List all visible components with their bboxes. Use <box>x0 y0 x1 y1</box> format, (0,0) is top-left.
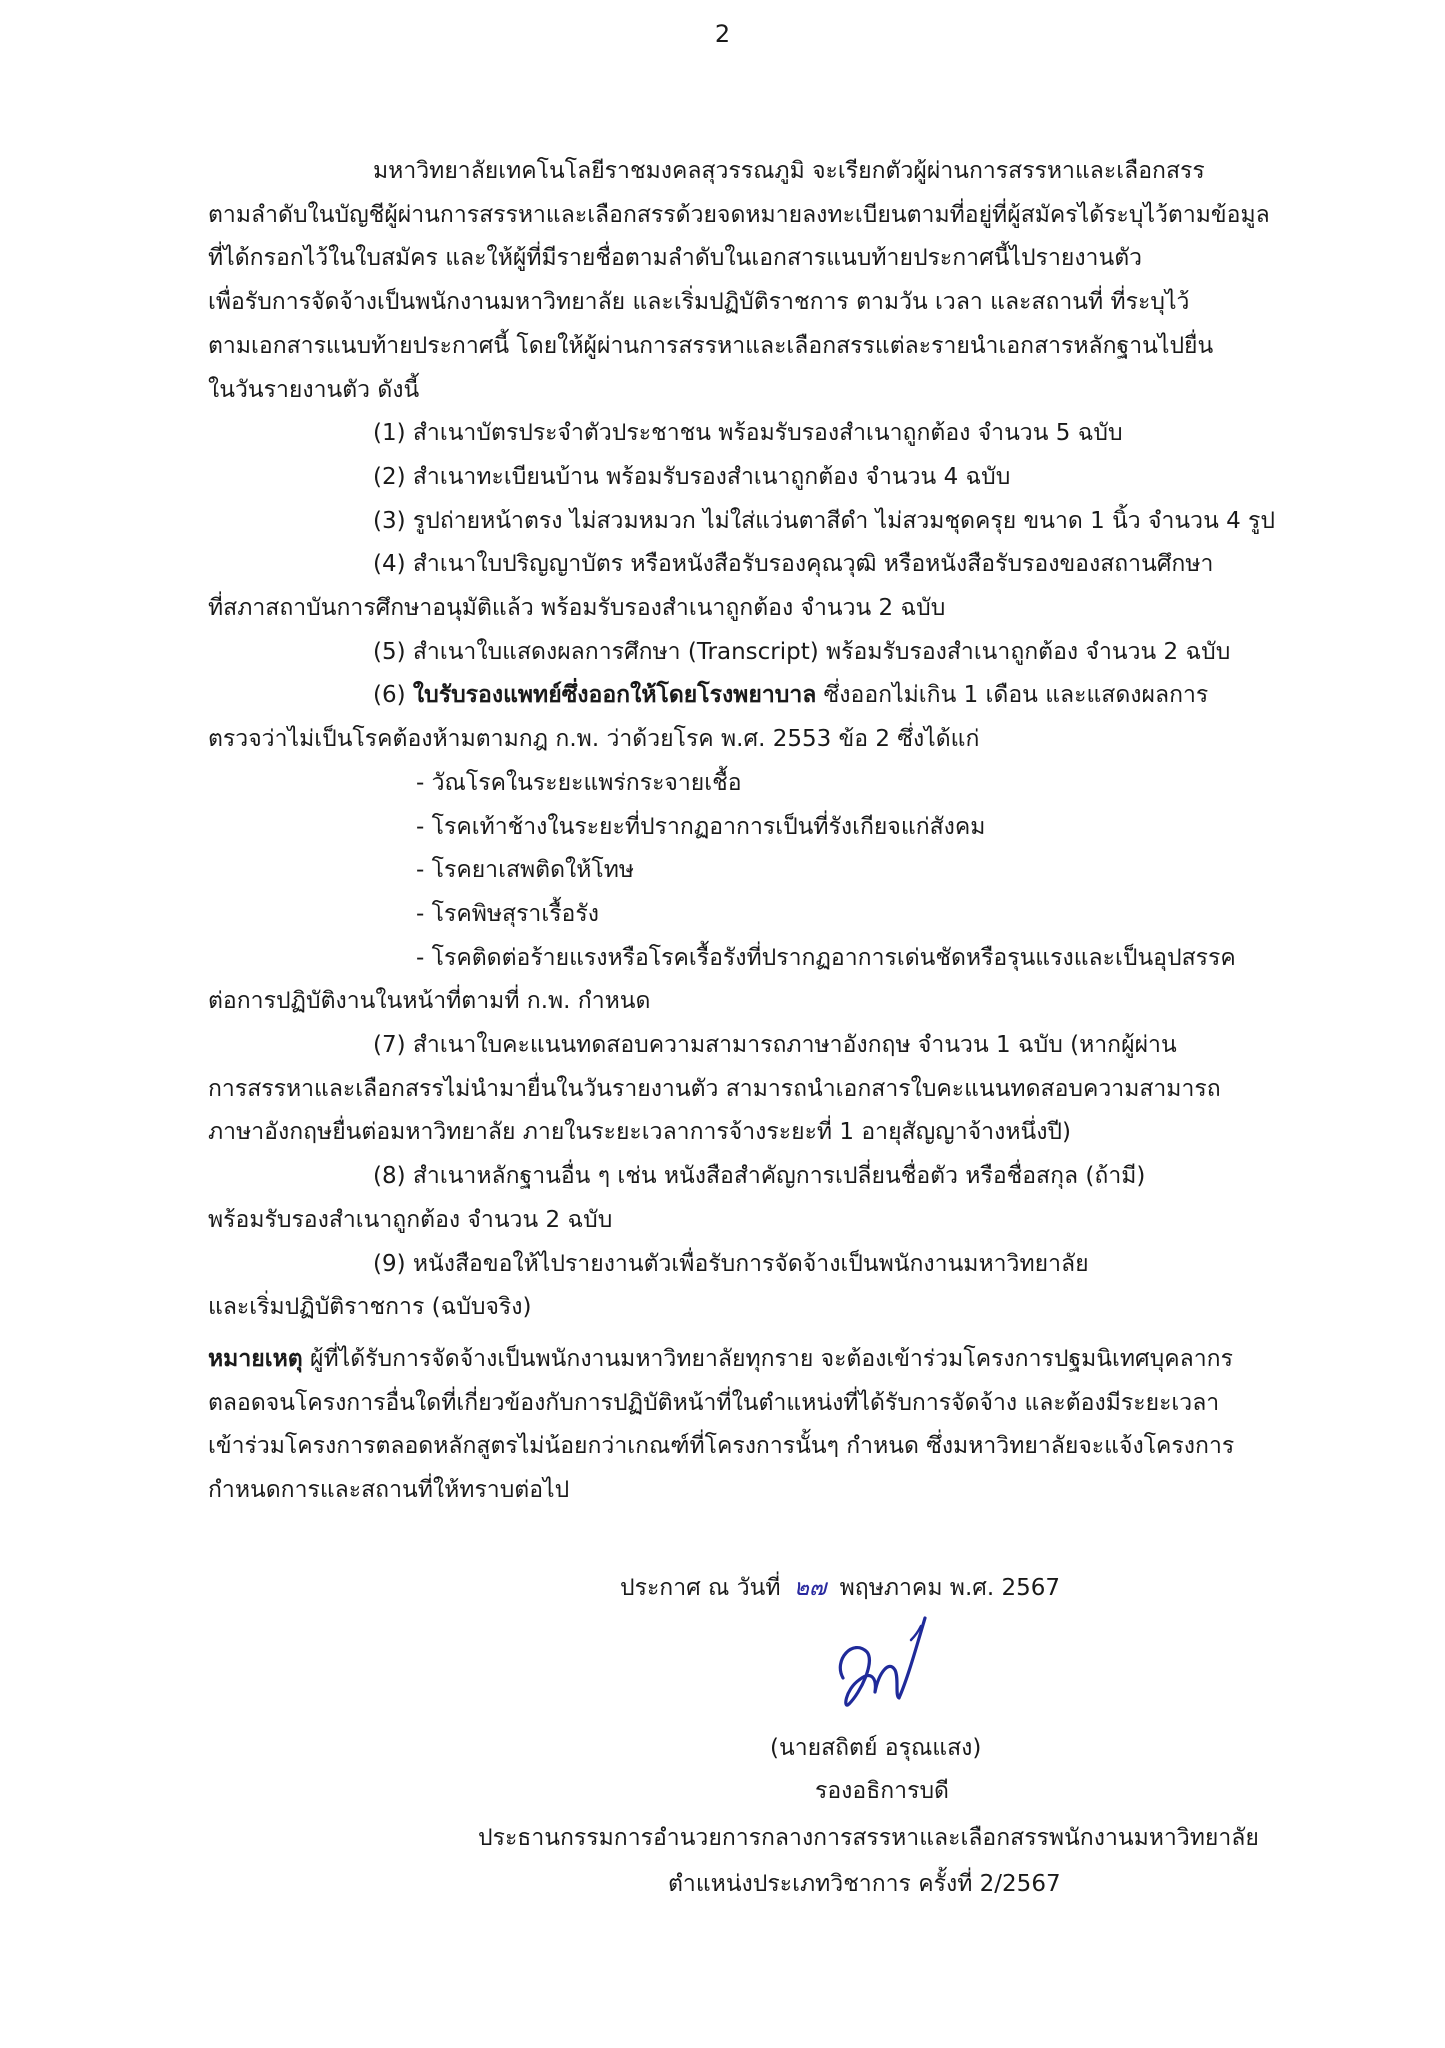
paragraph-line: ในวันรายงานตัว ดังนี้ <box>208 376 420 403</box>
list-item-9-continuation: และเริ่มปฏิบัติราชการ (ฉบับจริง) <box>208 1294 532 1321</box>
announcement-prefix: ประกาศ ณ วันที่ <box>620 1575 781 1601</box>
signer-committee-round: ตำแหน่งประเภทวิชาการ ครั้งที่ 2/2567 <box>668 1871 1061 1897</box>
list-item-4: (4) สำเนาใบปริญญาบัตร หรือหนังสือรับรองคุณวุฒิ หรือหนังสือรับรองของสถานศึกษา <box>373 551 1214 578</box>
note-line: เข้าร่วมโครงการตลอดหลักสูตรไม่น้อยกว่าเกณฑ์ที่โครงการนั้นๆ กำหนด ซึ่งมหาวิทยาลัยจะแจ้งโครงการ <box>208 1433 1235 1460</box>
paragraph-line: มหาวิทยาลัยเทคโนโลยีราชมงคลสุวรรณภูมิ จะเรียกตัวผู้ผ่านการสรรหาและเลือกสรร <box>373 158 1205 184</box>
list-item-6-prefix: (6) <box>373 682 413 709</box>
list-item-7: (7) สำเนาใบคะแนนทดสอบความสามารถภาษาอังกฤษ จำนวน 1 ฉบับ (หากผู้ผ่าน <box>373 1032 1177 1059</box>
list-item-8: (8) สำเนาหลักฐานอื่น ๆ เช่น หนังสือสำคัญการเปลี่ยนชื่อตัว หรือชื่อสกุล (ถ้ามี) <box>373 1163 1146 1190</box>
announcement-month-year: พฤษภาคม พ.ศ. 2567 <box>839 1575 1061 1601</box>
list-item-8-continuation: พร้อมรับรองสำเนาถูกต้อง จำนวน 2 ฉบับ <box>208 1206 613 1233</box>
signer-committee-role: ประธานกรรมการอำนวยการกลางการสรรหาและเลือกสรรพนักงานมหาวิทยาลัย <box>478 1825 1259 1851</box>
disease-item: - วัณโรคในระยะแพร่กระจายเชื้อ <box>416 769 742 796</box>
paragraph-line: ตามลำดับในบัญชีผู้ผ่านการสรรหาและเลือกสรรด้วยจดหมายลงทะเบียนตามที่อยู่ที่ผู้สมัครได้ระบุไว้ตามข้อมูล <box>208 201 1270 228</box>
disease-item: - โรคพิษสุราเรื้อรัง <box>416 900 599 927</box>
disease-item: - โรคยาเสพติดให้โทษ <box>416 857 635 884</box>
disease-item: - โรคติดต่อร้ายแรงหรือโรคเรื้อรังที่ปรากฏอาการเด่นชัดหรือรุนแรงและเป็นอุปสรรค <box>416 944 1236 971</box>
list-item-5: (5) สำเนาใบแสดงผลการศึกษา (Transcript) พร้อมรับรองสำเนาถูกต้อง จำนวน 2 ฉบับ <box>373 638 1231 665</box>
disease-item: - โรคเท้าช้างในระยะที่ปรากฏอาการเป็นที่รังเกียจแก่สังคม <box>416 813 986 840</box>
list-item-6 <box>208 674 1298 718</box>
list-item-4-continuation: ที่สภาสถาบันการศึกษาอนุมัติแล้ว พร้อมรับรองสำเนาถูกต้อง จำนวน 2 ฉบับ <box>208 595 946 622</box>
list-item-3: (3) รูปถ่ายหน้าตรง ไม่สวมหมวก ไม่ใส่แว่นตาสีดำ ไม่สวมชุดครุย ขนาด 1 นิ้ว จำนวน 4 รูป <box>373 507 1275 534</box>
signer-name: (นายสถิตย์ อรุณแสง) <box>770 1735 982 1761</box>
signature-mark <box>815 1600 945 1730</box>
note-label: หมายเหตุ <box>208 1345 303 1372</box>
list-item-2: (2) สำเนาทะเบียนบ้าน พร้อมรับรองสำเนาถูกต้อง จำนวน 4 ฉบับ <box>373 463 1011 490</box>
list-item-9: (9) หนังสือขอให้ไปรายงานตัวเพื่อรับการจัดจ้างเป็นพนักงานมหาวิทยาลัย <box>373 1250 1089 1277</box>
list-item-6-rest: ซึ่งออกไม่เกิน 1 เดือน และแสดงผลการ <box>816 682 1209 709</box>
paragraph-line: ตามเอกสารแนบท้ายประกาศนี้ โดยให้ผู้ผ่านการสรรหาและเลือกสรรแต่ละรายนำเอกสารหลักฐานไปยื่น <box>208 332 1214 359</box>
list-item-1: (1) สำเนาบัตรประจำตัวประชาชน พร้อมรับรองสำเนาถูกต้อง จำนวน 5 ฉบับ <box>373 420 1123 447</box>
paragraph-line: ที่ได้กรอกไว้ในใบสมัคร และให้ผู้ที่มีรายชื่อตามลำดับในเอกสารแนบท้ายประกาศนี้ไปรายงานตัว <box>208 245 1143 272</box>
disease-item-continuation: ต่อการปฏิบัติงานในหน้าที่ตามที่ ก.พ. กำหนด <box>208 988 651 1015</box>
note-text: ผู้ที่ได้รับการจัดจ้างเป็นพนักงานมหาวิทยาลัยทุกราย จะต้องเข้าร่วมโครงการปฐมนิเทศบุคลากร <box>302 1345 1233 1372</box>
document-body <box>208 150 1298 1513</box>
note-line: ตลอดจนโครงการอื่นใดที่เกี่ยวข้องกับการปฏิบัติหน้าที่ในตำแหน่งที่ได้รับการจัดจ้าง และต้องมีระยะเวลา <box>208 1389 1220 1416</box>
list-item-7-continuation: ภาษาอังกฤษยื่นต่อมหาวิทยาลัย ภายในระยะเวลาการจ้างระยะที่ 1 อายุสัญญาจ้างหนึ่งปี) <box>208 1119 1072 1146</box>
note-line: กำหนดการและสถานที่ให้ทราบต่อไป <box>208 1477 570 1504</box>
signer-position: รองอธิการบดี <box>815 1778 949 1804</box>
list-item-7-continuation: การสรรหาและเลือกสรรไม่นำมายื่นในวันรายงานตัว สามารถนำเอกสารใบคะแนนทดสอบความสามารถ <box>208 1075 1221 1102</box>
note-line <box>208 1338 1298 1382</box>
medical-certificate-label: ใบรับรองแพทย์ซึ่งออกให้โดยโรงพยาบาล <box>412 682 817 709</box>
paragraph-line: เพื่อรับการจัดจ้างเป็นพนักงานมหาวิทยาลัย และเริ่มปฏิบัติราชการ ตามวัน เวลา และสถานที่ ที่ระบุไว้ <box>208 289 1190 316</box>
list-item-6-continuation: ตรวจว่าไม่เป็นโรคต้องห้ามตามกฎ ก.พ. ว่าด้วยโรค พ.ศ. 2553 ข้อ 2 ซึ่งได้แก่ <box>208 726 980 753</box>
page-number: 2 <box>714 20 731 48</box>
handwritten-day: ๒๗ <box>793 1575 827 1601</box>
